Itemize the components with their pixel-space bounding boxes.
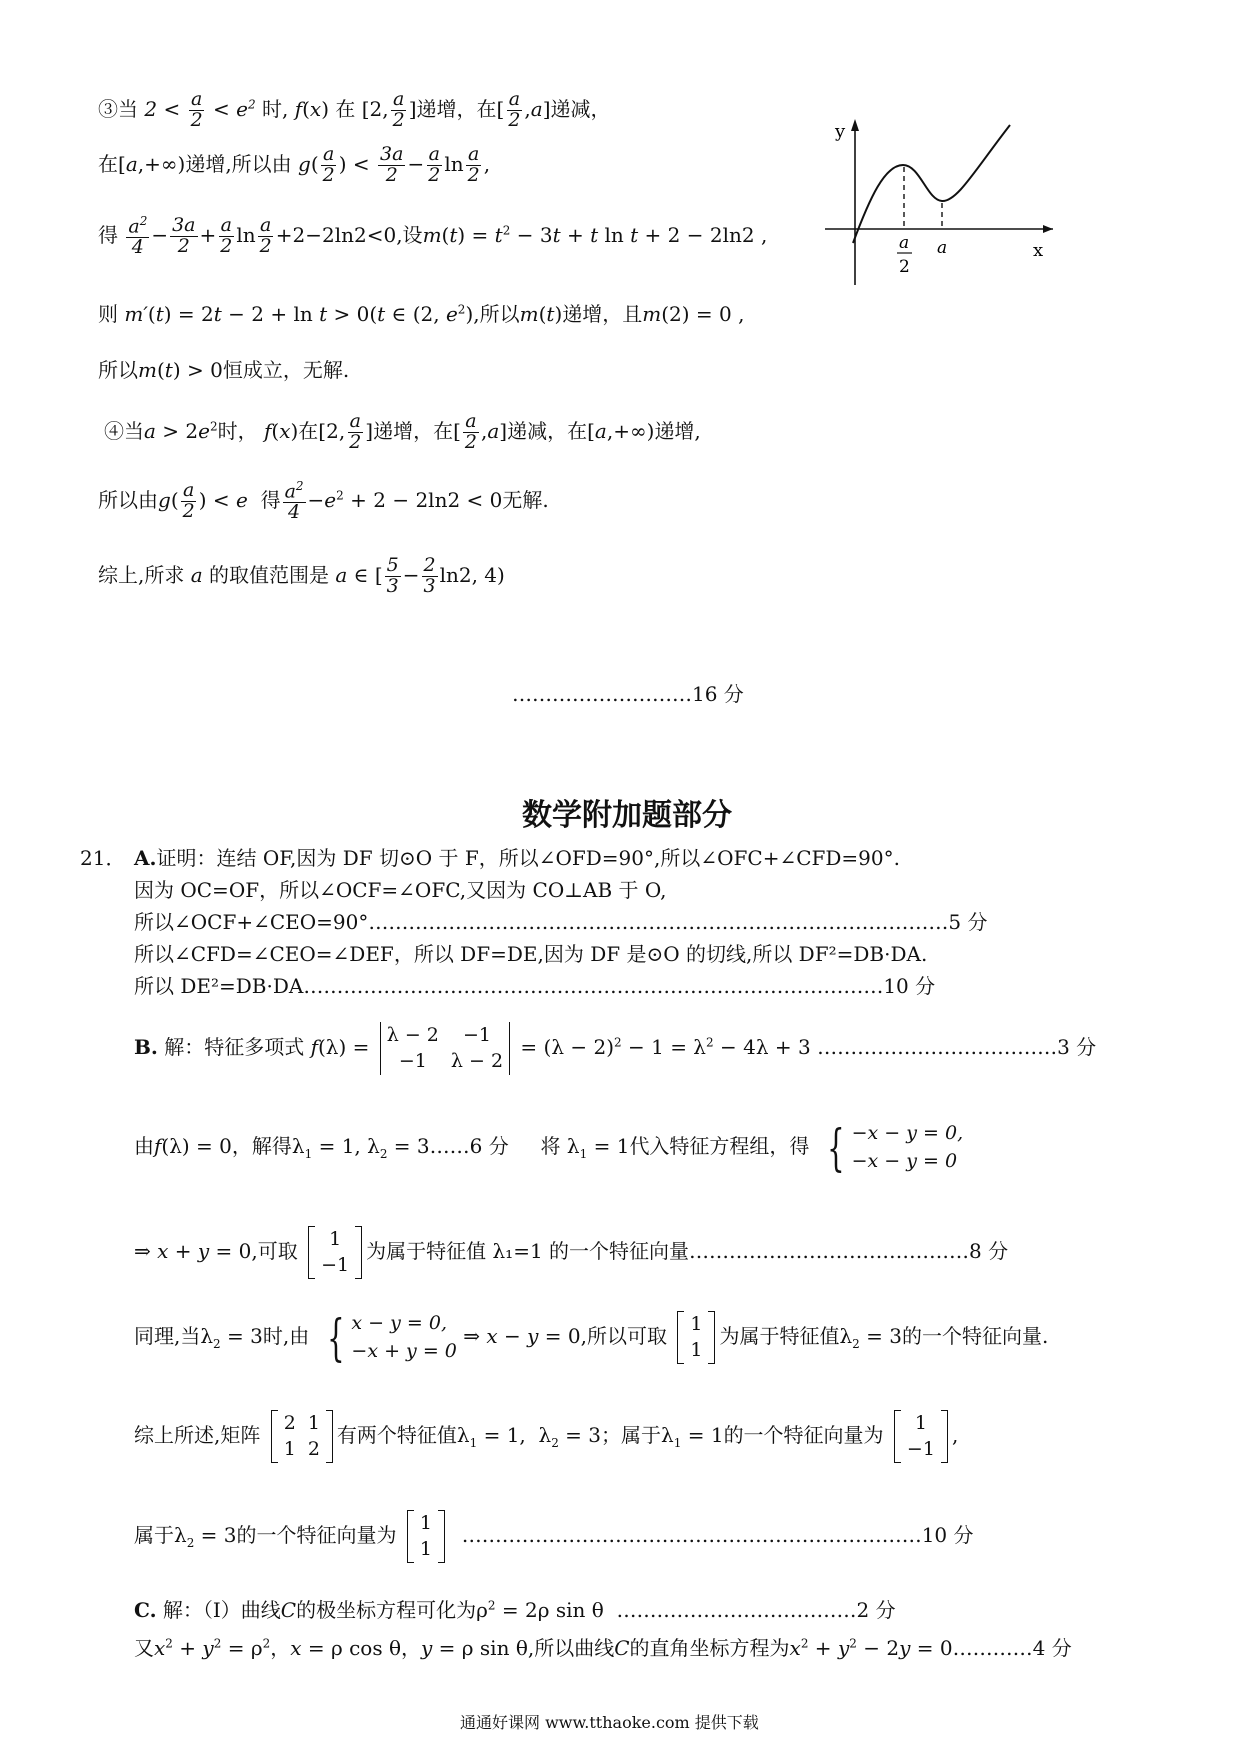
score: ………………………………3 分 (817, 1035, 1097, 1060)
q21-C-line1: C. 解：（Ⅰ）曲线C的极坐标方程可化为$\rho^2 = 2\rho$ sin θ ………………………………2 分 (134, 1598, 896, 1622)
text: 时,由 (262, 1324, 310, 1349)
score: ……………………………………8 分 (689, 1239, 1009, 1264)
q21-A-line5: 所以 DE²=DB·DA……………………………………………………………………………10 分 (134, 974, 936, 998)
score: …………4 分 (952, 1636, 1072, 1660)
text: 递增,所以由 (185, 151, 292, 176)
text: 属于 (134, 1523, 174, 1548)
text: 解：（Ⅰ）曲线 (162, 1598, 281, 1622)
q21-A-line2: 因为 OC=OF，所以∠OCF=∠OFC,又因为 CO⊥AB 于 O, (134, 878, 667, 902)
text: 恒成立，无解. (222, 358, 350, 382)
text: ④当 (104, 418, 144, 443)
q21-A-label: A. (134, 846, 157, 870)
text: ， (270, 1636, 291, 1660)
part3-line5: 所以m(t) > 0恒成立，无解. (98, 358, 350, 382)
graph-tick-a: a (937, 238, 948, 258)
text: ，解得 (231, 1134, 292, 1159)
text: 由 (134, 1134, 154, 1159)
text: ；属于 (601, 1423, 662, 1448)
text: 时, (261, 96, 289, 121)
text: 递增, (654, 418, 701, 443)
text: 为属于特征值 (719, 1324, 840, 1349)
q21-B-line6: 属于$\lambda_2 = 3$的一个特征向量为 1 1 ……………………………………………………………10 分 (134, 1510, 974, 1563)
text: 无解. (502, 488, 549, 513)
text: 得 (260, 488, 281, 513)
text: 则 (98, 302, 118, 326)
q21-C-line2: 又$x^2 + y^2 = \rho^2$，x = ρ cos θ，y = ρ sin θ,所以曲线C的直角坐标方程为$x^2 + y^2 - 2y$ = 0…………4 分 (134, 1636, 1072, 1660)
text: 在 (98, 151, 118, 176)
text: 有两个特征值 (336, 1423, 457, 1448)
q21-A-line4: 所以∠CFD=∠CEO=∠DEF，所以 DF=DE,因为 DF 是⊙O 的切线,所以 DF²=DB·DA. (134, 942, 928, 966)
text: 代入特征方程组，得 (629, 1134, 810, 1159)
text: 递减，在 (507, 418, 588, 443)
score: ………………………………2 分 (616, 1598, 896, 1622)
text: 的取值范围是 (209, 562, 330, 587)
text: ,设 (396, 223, 423, 248)
function-graph (815, 115, 1060, 290)
q21-B-line5: 综上所述,矩阵 2 1 1 2 有两个特征值$\lambda_1 = 1$, $\lambda_2 = 3$；属于$\lambda_1 = 1$的一个特征向量为 1 −1 , (134, 1410, 958, 1463)
text: 同理,当 (134, 1324, 201, 1349)
text: 得 (98, 223, 118, 248)
q21-number: 21． (80, 846, 126, 870)
q21-B-line3: ⇒ x + y = 0,可取 1 −1 为属于特征值 λ₁=1 的一个特征向量……………………………………8 分 (134, 1226, 1008, 1279)
summary-line: 综上,所求 a 的取值范围是 a ∈ [ $\frac{5}{3}$ − $\frac{2}{3}$ ln2, 4) (98, 554, 505, 597)
section-title: 数学附加题部分 (522, 798, 732, 833)
graph-tick-a-half-den: 2 (899, 257, 910, 277)
text: 证明：连结 OF,因为 DF 切⊙O 于 F，所以∠OFD=90°,所以∠OFC+∠CFD=90°. (156, 846, 900, 870)
text: ③当 (98, 96, 138, 121)
part3-line2: 在[a,+∞)递增,所以由 g( $\frac{a}{2}$ ) < $\frac{3a}{2}$ − $\frac{a}{2}$ ln $\frac{a}{2}$ , (98, 143, 491, 186)
text: 递增，在 (416, 96, 497, 121)
text: 在 (298, 418, 319, 443)
text: ,所以曲线 (527, 1636, 615, 1660)
graph-tick-a-half-num: a (899, 233, 910, 253)
text: 所以由 (98, 488, 158, 513)
footer: 通通好课网 www.tthaoke.com 提供下载 (460, 1713, 759, 1732)
text: 在 (335, 96, 356, 121)
text: 解：特征多项式 (164, 1035, 305, 1060)
part4-line1: ④当$a > 2e^2$时， f(x)在[2, $\frac{a}{2}$ ]递增，在[ $\frac{a}{2}$ ,a]递减，在[a,+∞)递增, (104, 410, 701, 453)
q21-B-line2: 由f(λ) = 0，解得$\lambda_1 = 1$, $\lambda_2$ = 3……6 分 将 $\lambda_1 = 1$代入特征方程组，得 { −x − y = 0, −x − y = 0 (134, 1118, 964, 1177)
q21-B-label: B. (134, 1035, 158, 1060)
text: 所以 (98, 358, 138, 382)
graph-x-label: x (1033, 240, 1044, 261)
text: 时， (217, 418, 258, 443)
summary-score: ………………………16 分 (512, 682, 744, 706)
text: ……6 分 (429, 1134, 509, 1159)
text: 递减， (550, 96, 611, 121)
text: 为属于特征值 λ₁=1 的一个特征向量 (366, 1239, 690, 1264)
text: 的直角坐标方程为 (629, 1636, 790, 1660)
text: 综上所述,矩阵 (134, 1423, 261, 1448)
q21-B-line4: 同理,当$\lambda_2 = 3$时,由 { x − y = 0, −x + y = 0 ⇒ x − y = 0,所以可取 1 1 为属于特征值$\lambda_2 = 3$的一个特征向量. (134, 1308, 1049, 1367)
text: 的一个特征向量为 (723, 1423, 884, 1448)
q21-B-line1: B. 解：特征多项式 f(λ) = λ − 2 −1 −1 λ − 2 = $(\lambda - 2)^2 - 1 = \lambda^2 - 4\lambda + 3$ ………………………………3 分 (134, 1022, 1096, 1075)
text: 又 (134, 1636, 154, 1660)
score: ……………………………………………………………10 分 (461, 1523, 974, 1548)
part3-line3: 得 $\frac{a^2}{4}$ − $\frac{3a}{2}$ + $\frac{a}{2}$ ln $\frac{a}{2}$ +2−2ln2<0,设$m(t) = t^2 - 3t + t$ ln t + 2 − 2ln2 , (98, 214, 768, 259)
part3-line1: ③当 2 < $\frac{a}{2}$ < $e^2$ 时, f(x) 在 [2, $\frac{a}{2}$ ]递增，在[ $\frac{a}{2}$ ,a]递减， (98, 88, 611, 131)
text: ,所以 (473, 302, 520, 326)
text: 综上,所求 (98, 562, 185, 587)
text: 的极坐标方程可化为 (296, 1598, 477, 1622)
q21-A-line3: 所以∠OCF+∠CEO=90°……………………………………………………………………………5 分 (134, 910, 988, 934)
q21-A-line1 (134, 846, 900, 870)
part4-line2: 所以由g( $\frac{a}{2}$ ) < e 得 $\frac{a^2}{4}$ $-e^2 + 2 - 2\ln 2 < 0$无解. (98, 479, 549, 524)
text: 的一个特征向量为 (236, 1523, 397, 1548)
text: 的一个特征向量. (902, 1324, 1049, 1349)
text: 递增，在 (373, 418, 454, 443)
text: 递增，且 (562, 302, 643, 326)
text: ,可取 (251, 1239, 298, 1264)
q21-C-label: C. (134, 1598, 157, 1622)
text: ,所以可取 (580, 1324, 668, 1349)
part3-line4: 则 m′(t) = 2t − 2 + ln t > 0(t ∈ (2, $e^2$),所以m(t)递增，且m(2) = 0 , (98, 302, 745, 326)
graph-y-label: y (835, 121, 846, 142)
text: ， (401, 1636, 422, 1660)
text: 将 (540, 1134, 561, 1159)
